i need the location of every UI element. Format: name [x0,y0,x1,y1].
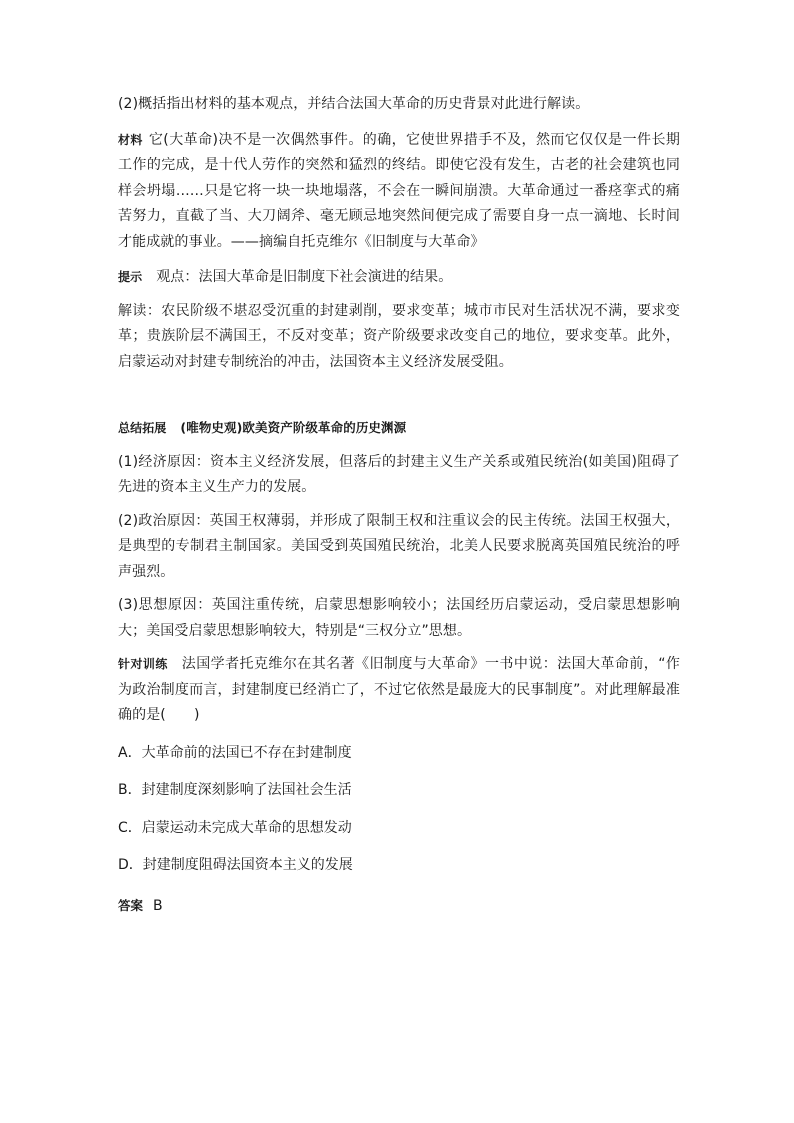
option-b: B．封建制度深刻影响了法国社会生活 [118,782,352,798]
option-a: A．大革命前的法国已不存在封建制度 [118,744,352,761]
hint-text: 观点：法国大革命是旧制度下社会演进的结果。 [156,269,453,285]
material-block [118,128,680,256]
summary-label: 总结拓展 [118,421,167,435]
hint-block [118,265,680,291]
summary-item-political: (2)政治原因：英国王权薄弱，并形成了限制王权和注重议会的民主传统。法国王权强大，是典型的专制君主制国家。美国受到英国殖民统治，北美人民要求脱离英国殖民统治的呼声强烈。 [118,512,680,580]
material-text: 它(大革命)决不是一次偶然事件。的确，它使世界措手不及，然而它仅仅是一件长期工作的完成，是十代人劳作的突然和猛烈的终结。即使它没有发生，古老的社会建筑也同样会坍塌……只是它将一块一块地塌落，不会在一瞬间崩溃。大革命通过一番痉挛式的痛苦努力，直截了当、大刀阔斧、毫无顾忌地突然间便完成了需要自身一点一滴地、长时间才能成就的事业。——摘编自托克维尔《旧制度与大革命》 [118,131,680,250]
summary-heading [118,415,680,442]
hint-label: 提示 [118,270,143,284]
answer-label: 答案 [118,897,144,913]
answer-value: B [153,897,163,914]
summary-title: (唯物史观)欧美资产阶级革命的历史渊源 [180,420,407,435]
option-c: C．启蒙运动未完成大革命的思想发动 [118,819,352,836]
option-d: D．封建制度阻碍法国资本主义的发展 [118,857,353,873]
document-body [118,92,680,933]
interpretation-text: 解读：农民阶级不堪忍受沉重的封建剥削，要求变革；城市市民对生活状况不满，要求变革；贵族阶层不满国王，不反对变革；资产阶级要求改变自己的地位，要求变革。此外，启蒙运动对封建专制统治的冲击，法国资本主义经济发展受阻。 [118,302,680,370]
summary-item-economic: (1)经济原因：资本主义经济发展，但落后的封建主义生产关系或殖民统治(如美国)阻碍了先进的资本主义生产力的发展。 [118,453,680,495]
training-label: 针对训练 [118,657,168,671]
question-prompt: (2)概括指出材料的基本观点，并结合法国大革命的历史背景对此进行解读。 [118,96,590,112]
material-label: 材料 [118,132,143,147]
training-text: 法国学者托克维尔在其名著《旧制度与大革命》一书中说：法国大革命前，“作为政治制度而言，封建制度已经消亡了，不过它依然是最庞大的民事制度”。对此理解最准确的是( ) [118,656,680,723]
training-block [118,652,680,729]
answer-block [118,893,680,920]
summary-item-ideological: (3)思想原因：英国注重传统，启蒙思想影响较小；法国经历启蒙运动，受启蒙思想影响大；美国受启蒙思想影响较大，特别是“三权分立”思想。 [118,597,680,639]
